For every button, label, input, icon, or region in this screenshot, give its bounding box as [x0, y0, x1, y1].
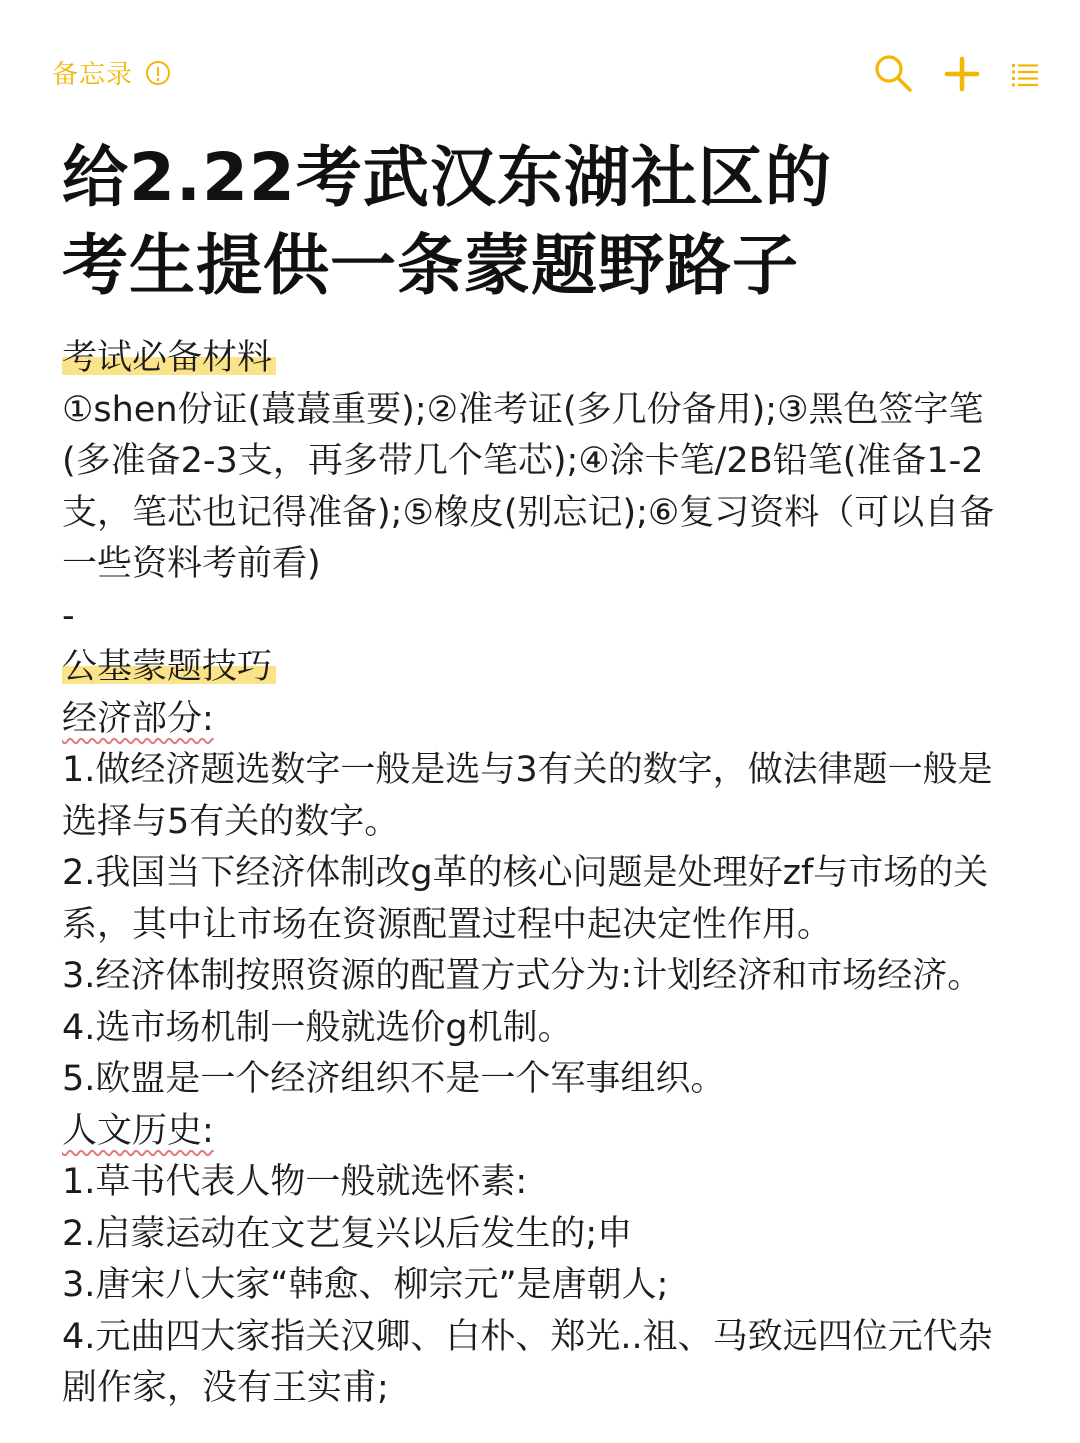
note-title: [62, 134, 1022, 310]
search-icon[interactable]: [872, 52, 916, 96]
materials-heading: 考试必备材料: [62, 338, 276, 378]
list-item: 4.元曲四大家指关汉卿、白朴、郑光..祖、马致远四位元代杂剧作家，没有王实甫;: [62, 1316, 993, 1408]
top-toolbar: [0, 0, 1080, 110]
list-item: 3.唐宋八大家“韩愈、柳宗元”是唐朝人;: [62, 1265, 669, 1305]
materials-text: ①shen份证(蕞蕞重要);②准考证(多几份备用);③黑色签字笔(多准备2-3支，再多带几个笔芯);④涂卡笔/2B铅笔(准备1-2支，笔芯也记得准备);⑤橡皮(别忘记);⑥复习资料（可以自备一些资料考前看): [62, 389, 995, 584]
list-item: 4.选市场机制一般就选价g机制。: [62, 1007, 573, 1048]
list-icon[interactable]: [1004, 52, 1048, 96]
list-item: 1.做经济题选数字一般是选与3有关的数字，做法律题一般是选择与5有关的数字。: [62, 750, 993, 842]
list-item: 5.欧盟是一个经济组织不是一个军事组织。: [62, 1059, 726, 1099]
title-line-2: 考生提供一条蒙题野路子: [62, 227, 799, 304]
hist-heading: 人文历史:: [62, 1110, 214, 1151]
title-line-1: 给2.22考武汉东湖社区的: [62, 139, 832, 216]
econ-heading: 经济部分:: [62, 698, 214, 739]
tips-heading: 公基蒙题技巧: [62, 647, 276, 687]
list-item: 2.启蒙运动在文艺复兴以后发生的;申: [62, 1213, 633, 1254]
plus-icon[interactable]: [940, 52, 984, 96]
list-item: 1.草书代表人物一般就选怀素:: [62, 1162, 528, 1202]
info-icon[interactable]: [146, 61, 170, 85]
list-item: 3.经济体制按照资源的配置方式分为:计划经济和市场经济。: [62, 956, 983, 996]
note-body[interactable]: [62, 333, 1024, 1415]
separator: -: [62, 595, 75, 636]
list-item: 2.我国当下经济体制改g革的核心问题是处理好zf与市场的关系，其中让市场在资源配置过程中起决定性作用。: [62, 853, 989, 945]
back-button[interactable]: 备忘录: [52, 60, 134, 90]
